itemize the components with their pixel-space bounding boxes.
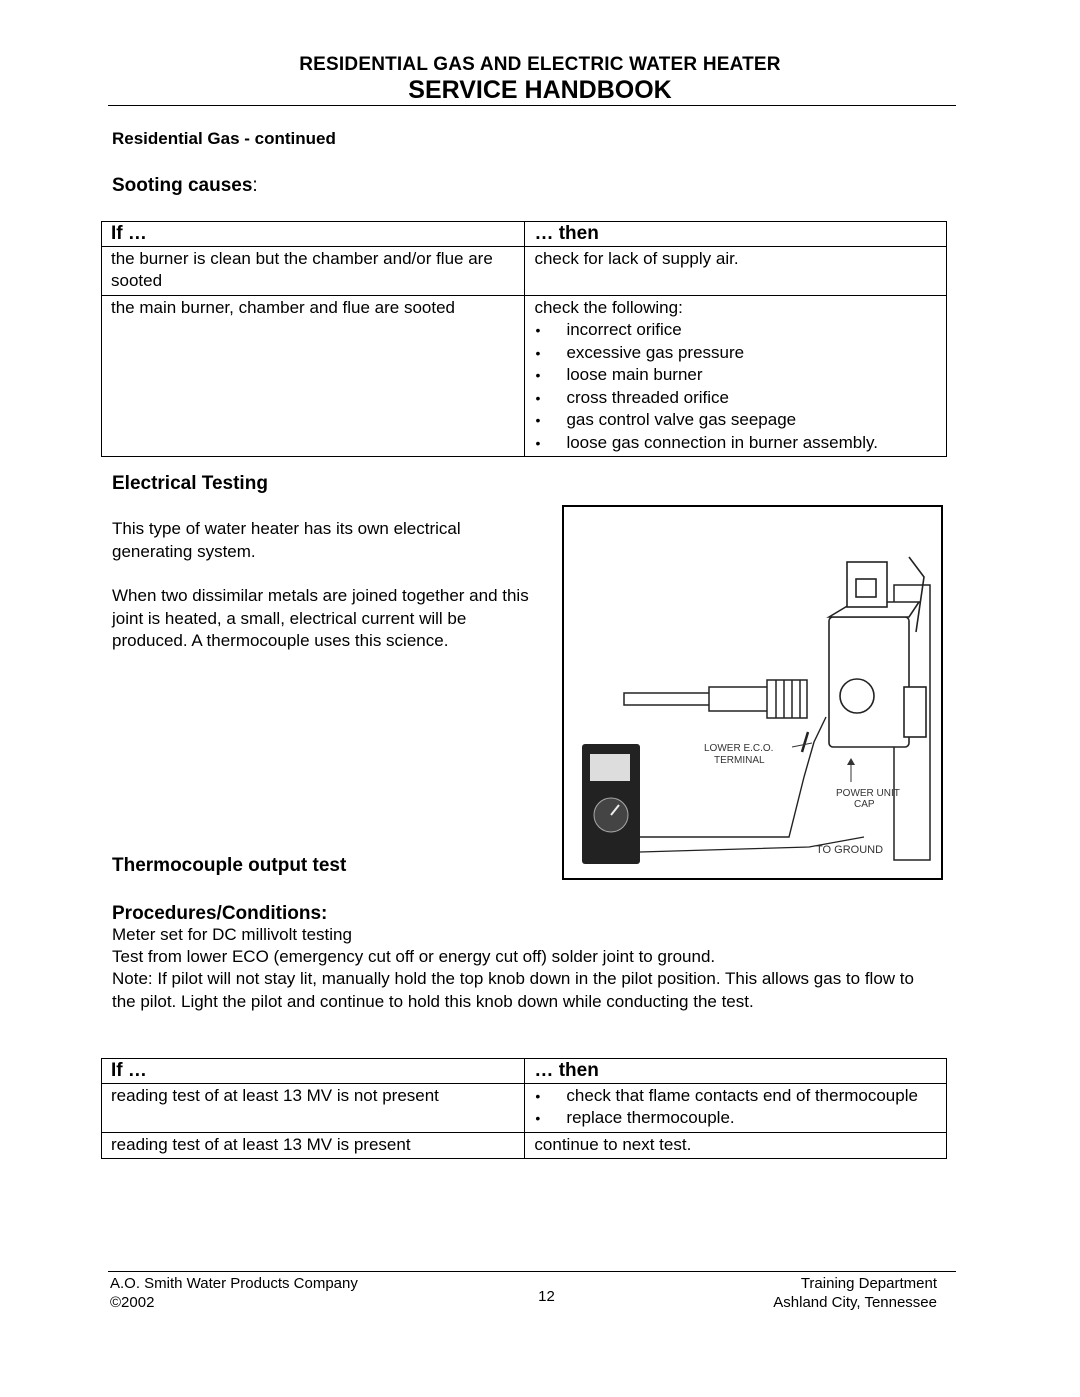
table-cell-then: continue to next test.	[525, 1132, 947, 1159]
proc-line2: Test from lower ECO (emergency cut off or energy cut off) solder joint to ground.	[112, 947, 716, 966]
footer-right	[773, 1274, 937, 1312]
gas-valve-illustration	[564, 507, 941, 878]
then-intro: check the following:	[534, 297, 683, 317]
page-title: SERVICE HANDBOOK	[408, 76, 672, 104]
pilot-tube-icon	[624, 693, 714, 705]
action-list	[534, 1085, 938, 1130]
table-cell-if: reading test of at least 13 MV is present	[102, 1132, 525, 1159]
list-item: • check that flame contacts end of thermocouple	[534, 1085, 938, 1108]
to-ground-label: TO GROUND	[816, 844, 884, 856]
col-if-header: If …	[102, 222, 525, 247]
eco-terminal-label-1: LOWER E.C.O.	[704, 743, 774, 754]
footer-rule	[108, 1271, 956, 1272]
table-header-row	[102, 222, 947, 247]
list-item: • loose main burner	[534, 364, 938, 387]
thermocouple-figure	[562, 505, 943, 880]
power-unit-cap-label-1: POWER UNIT	[836, 788, 900, 799]
list-item: • gas control valve gas seepage	[534, 409, 938, 432]
eco-terminal-label-2: TERMINAL	[714, 755, 765, 766]
footer-location: Ashland City, Tennessee	[773, 1294, 937, 1311]
thermocouple-table	[101, 1058, 947, 1159]
list-item: • loose gas connection in burner assembly.	[534, 432, 938, 455]
page-number: 12	[538, 1288, 555, 1305]
proc-line1: Meter set for DC millivolt testing	[112, 925, 352, 944]
list-item: • incorrect orifice	[534, 319, 938, 342]
col-then-header: … then	[525, 1059, 947, 1084]
col-if-header: If …	[102, 1059, 525, 1084]
table-row	[102, 246, 947, 295]
list-item: • cross threaded orifice	[534, 387, 938, 410]
test-lead-wire	[640, 717, 826, 837]
thermocouple-title: Thermocouple output test	[112, 855, 347, 876]
table-cell-then	[525, 1083, 947, 1132]
electrical-para2: When two dissimilar metals are joined together and this joint is heated, a small, electrical current will be produced. A thermocouple uses this science.	[112, 586, 529, 650]
sooting-title	[112, 175, 258, 197]
header-rule	[108, 105, 956, 106]
list-item: • replace thermocouple.	[534, 1107, 938, 1130]
sooting-title-text: Sooting causes	[112, 175, 253, 196]
multimeter-icon	[582, 744, 640, 864]
table-cell-then	[525, 295, 947, 457]
sooting-table	[101, 221, 947, 457]
table-cell-if: the burner is clean but the chamber and/or flue are sooted	[102, 246, 525, 295]
check-list	[534, 319, 938, 454]
table-cell-then: check for lack of supply air.	[525, 246, 947, 295]
section-label: Residential Gas - continued	[112, 129, 336, 148]
footer-copyright: ©2002	[110, 1294, 155, 1311]
table-cell-if: reading test of at least 13 MV is not present	[102, 1083, 525, 1132]
thermocouple-fitting-icon	[767, 680, 807, 718]
proc-note: Note: If pilot will not stay lit, manually hold the top knob down in the pilot position. This allows gas to flow to the pilot. Light the pilot and continue to hold this knob down while conducting the test.	[112, 969, 914, 1011]
table-cell-if: the main burner, chamber and flue are sooted	[102, 295, 525, 457]
list-item: • excessive gas pressure	[534, 342, 938, 365]
sooting-title-suffix: :	[252, 175, 258, 196]
header-line1: RESIDENTIAL GAS AND ELECTRIC WATER HEATER	[299, 54, 781, 75]
footer-company: A.O. Smith Water Products Company	[110, 1275, 358, 1292]
table-row	[102, 1083, 947, 1132]
table-header-row	[102, 1059, 947, 1084]
electrical-title: Electrical Testing	[112, 473, 268, 494]
footer-dept: Training Department	[800, 1275, 937, 1292]
table-row	[102, 1132, 947, 1159]
col-then-header: … then	[525, 222, 947, 247]
procedures-title: Procedures/Conditions:	[112, 903, 328, 924]
table-row	[102, 295, 947, 457]
electrical-para1: This type of water heater has its own electrical generating system.	[112, 519, 461, 561]
power-unit-cap-label-2: CAP	[854, 799, 875, 810]
